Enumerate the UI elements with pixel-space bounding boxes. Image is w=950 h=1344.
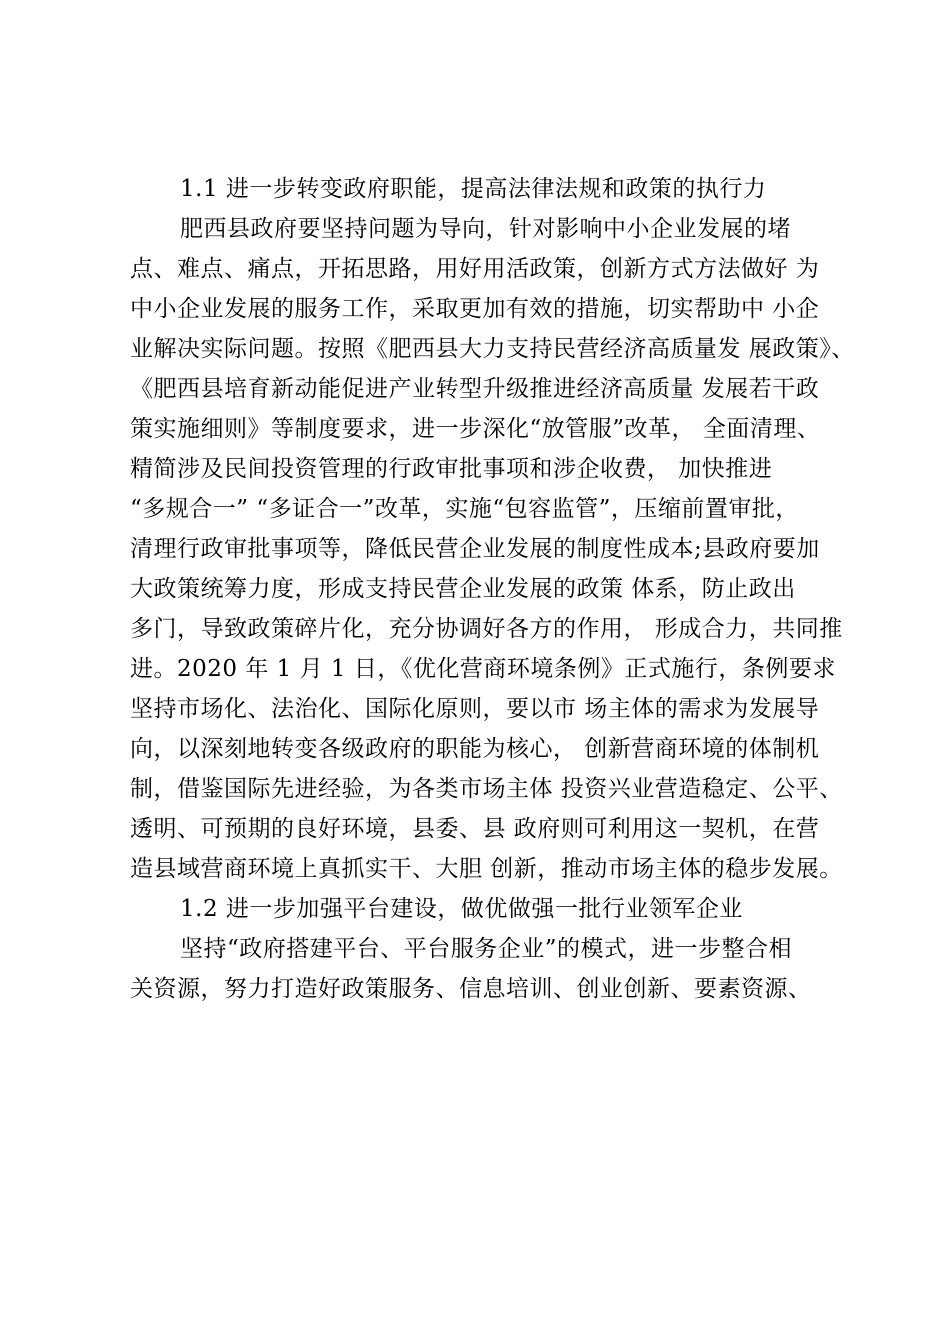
paragraph-line: 制，借鉴国际先进经验，为各类市场主体 投资兴业营造稳定、公平、 xyxy=(130,776,843,802)
paragraph-line: 进。2020 年 1 月 1 日，《优化营商环境条例》正式施行，条例要求 xyxy=(130,656,836,682)
paragraph-line: 向，以深刻地转变各级政府的职能为核心， 创新营商环境的体制机 xyxy=(130,736,820,762)
paragraph-line: 坚持“政府搭建平台、平台服务企业”的模式，进一步整合相 xyxy=(180,936,793,962)
paragraph-line: 策实施细则》等制度要求，进一步深化“放管服”改革， 全面清理、 xyxy=(130,416,821,442)
section-heading-1-2: 1.2 进一步加强平台建设，做优做强一批行业领军企业 xyxy=(180,896,743,922)
paragraph-line: 多门，导致政策碎片化，充分协调好各方的作用， 形成合力，共同推 xyxy=(130,616,843,642)
section-heading-1-1: 1.1 进一步转变政府职能，提高法律法规和政策的执行力 xyxy=(180,176,767,202)
paragraph-line: 透明、可预期的良好环境，县委、县 政府则可利用这一契机，在营 xyxy=(130,816,820,842)
paragraph-line: 《肥西县培育新动能促进产业转型升级推进经济高质量 发展若干政 xyxy=(130,376,820,402)
paragraph-line: 大政策统筹力度，形成支持民营企业发展的政策 体系，防止政出 xyxy=(130,576,796,602)
paragraph-line: 肥西县政府要坚持问题为导向，针对影响中小企业发展的堵 xyxy=(180,216,791,242)
paragraph-line: 造县域营商环境上真抓实干、大胆 创新，推动市场主体的稳步发展。 xyxy=(130,856,843,882)
paragraph-line: 点、难点、痛点，开拓思路，用好用活政策，创新方式方法做好 为 xyxy=(130,256,820,282)
paragraph-line: 精简涉及民间投资管理的行政审批事项和涉企收费， 加快推进 xyxy=(130,456,773,482)
paragraph-line: “多规合一” “多证合一”改革，实施“包容监管”，压缩前置审批， xyxy=(130,496,799,522)
paragraph-line: 清理行政审批事项等，降低民营企业发展的制度性成本;县政府要加 xyxy=(130,536,820,562)
paragraph-line: 关资源，努力打造好政策服务、信息培训、创业创新、要素资源、 xyxy=(130,976,812,1002)
paragraph-line: 中小企业发展的服务工作，采取更加有效的措施，切实帮助中 小企 xyxy=(130,296,820,322)
paragraph-line: 业解决实际问题。按照《肥西县大力支持民营经济高质量发 展政策》、 xyxy=(130,336,855,362)
paragraph-line: 坚持市场化、法治化、国际化原则，要以市 场主体的需求为发展导 xyxy=(130,696,820,722)
